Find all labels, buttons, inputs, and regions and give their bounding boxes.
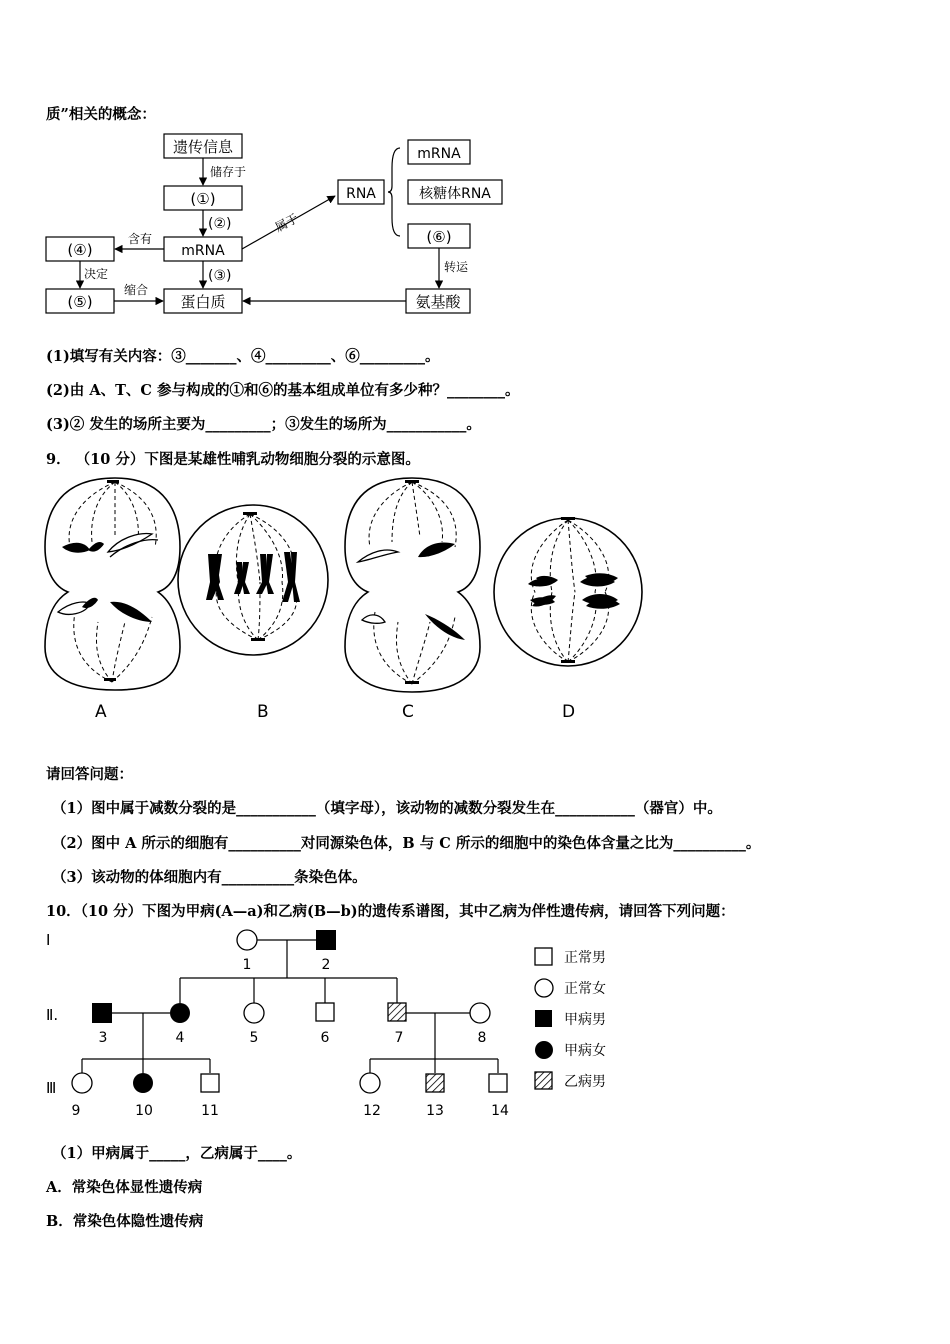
text-c4: (④) [67, 241, 93, 259]
text-c1: (①) [190, 190, 216, 208]
legend-normal-male: 正常男 [564, 950, 606, 966]
text-store: 储存于 [210, 165, 247, 179]
q8-part1: (1)填写有关内容：③_______、④_________、⑥_________。 [46, 348, 440, 365]
q8-part3: (3)② 发生的场所主要为_________；③发生的场所为___________。 [46, 416, 481, 433]
ind-11: 11 [201, 1103, 219, 1119]
text-info: 遗传信息 [172, 138, 234, 156]
ind-2: 2 [321, 957, 331, 973]
q9-part1: （1）图中属于减数分裂的是___________（填字母），该动物的减数分裂发生在___________（器官）中。 [52, 800, 722, 817]
text-c5: (⑤) [67, 293, 93, 311]
text-mrna2: mRNA [417, 146, 461, 162]
text-decide: 决定 [84, 267, 109, 281]
label-b: B [257, 702, 269, 722]
label-c: C [402, 702, 414, 722]
ind-6: 6 [320, 1030, 330, 1046]
ind-9: 9 [71, 1103, 81, 1119]
q10-part1: （1）甲病属于_____，乙病属于____。 [52, 1145, 302, 1162]
text-c6: (⑥) [426, 228, 452, 246]
text-protein: 蛋白质 [180, 293, 226, 311]
text-contain: 含有 [128, 232, 153, 246]
label-d: D [562, 702, 576, 722]
text-c2: (②) [208, 216, 232, 232]
cell-c [345, 478, 480, 692]
text-rna: RNA [346, 186, 376, 202]
concept-map [40, 128, 520, 323]
pedigree-legend [535, 948, 606, 1090]
q9-title: 9． （10 分）下图是某雄性哺乳动物细胞分裂的示意图。 [46, 451, 420, 468]
cell-b [178, 505, 328, 655]
text-c3: (③) [208, 268, 232, 284]
cell-division-figure [40, 472, 650, 727]
ind-3: 3 [98, 1030, 108, 1046]
intro-text: 质”相关的概念： [46, 106, 156, 123]
ind-14: 14 [491, 1103, 509, 1119]
text-mrna: mRNA [181, 243, 225, 259]
q9-part3: （3）该动物的体细胞内有__________条染色体。 [52, 869, 367, 886]
ind-8: 8 [477, 1030, 487, 1046]
pedigree-chart [40, 925, 630, 1125]
ind-10: 10 [135, 1103, 153, 1119]
legend-a-female: 甲病女 [564, 1043, 606, 1059]
text-amino: 氨基酸 [415, 293, 461, 311]
q9-ask: 请回答问题： [46, 766, 133, 783]
ind-12: 12 [363, 1103, 381, 1119]
q10-option-b: B．常染色体隐性遗传病 [46, 1213, 204, 1230]
text-transport: 转运 [444, 260, 469, 274]
q10-title: 10．（10 分）下图为甲病(A—a)和乙病(B—b)的遗传系谱图，其中乙病为伴性遗传病，请回答下列问题： [46, 903, 735, 920]
legend-a-male: 甲病男 [564, 1012, 606, 1028]
q10-option-a: A．常染色体显性遗传病 [46, 1179, 203, 1196]
label-a: A [95, 702, 107, 722]
q8-part2: (2)由 A、T、C 参与构成的①和⑥的基本组成单位有多少种？________。 [46, 382, 520, 399]
cell-d [494, 517, 642, 666]
gen-label-1: I [46, 931, 51, 949]
text-condense: 缩合 [124, 283, 149, 297]
ind-5: 5 [249, 1030, 259, 1046]
gen-label-3: Ⅲ [46, 1079, 57, 1097]
gen-label-2: Ⅱ. [46, 1006, 59, 1024]
legend-normal-female: 正常女 [564, 981, 606, 997]
cell-a [45, 478, 180, 690]
ind-1: 1 [242, 957, 252, 973]
ind-7: 7 [394, 1030, 404, 1046]
legend-b-male: 乙病男 [564, 1074, 606, 1090]
q9-part2: （2）图中 A 所示的细胞有__________对同源染色体，B 与 C 所示的细胞中的染色体含量之比为__________。 [52, 835, 761, 852]
ind-4: 4 [175, 1030, 185, 1046]
text-belong: 属于 [272, 211, 301, 235]
text-rrna: 核糖体RNA [419, 186, 491, 202]
ind-13: 13 [426, 1103, 444, 1119]
